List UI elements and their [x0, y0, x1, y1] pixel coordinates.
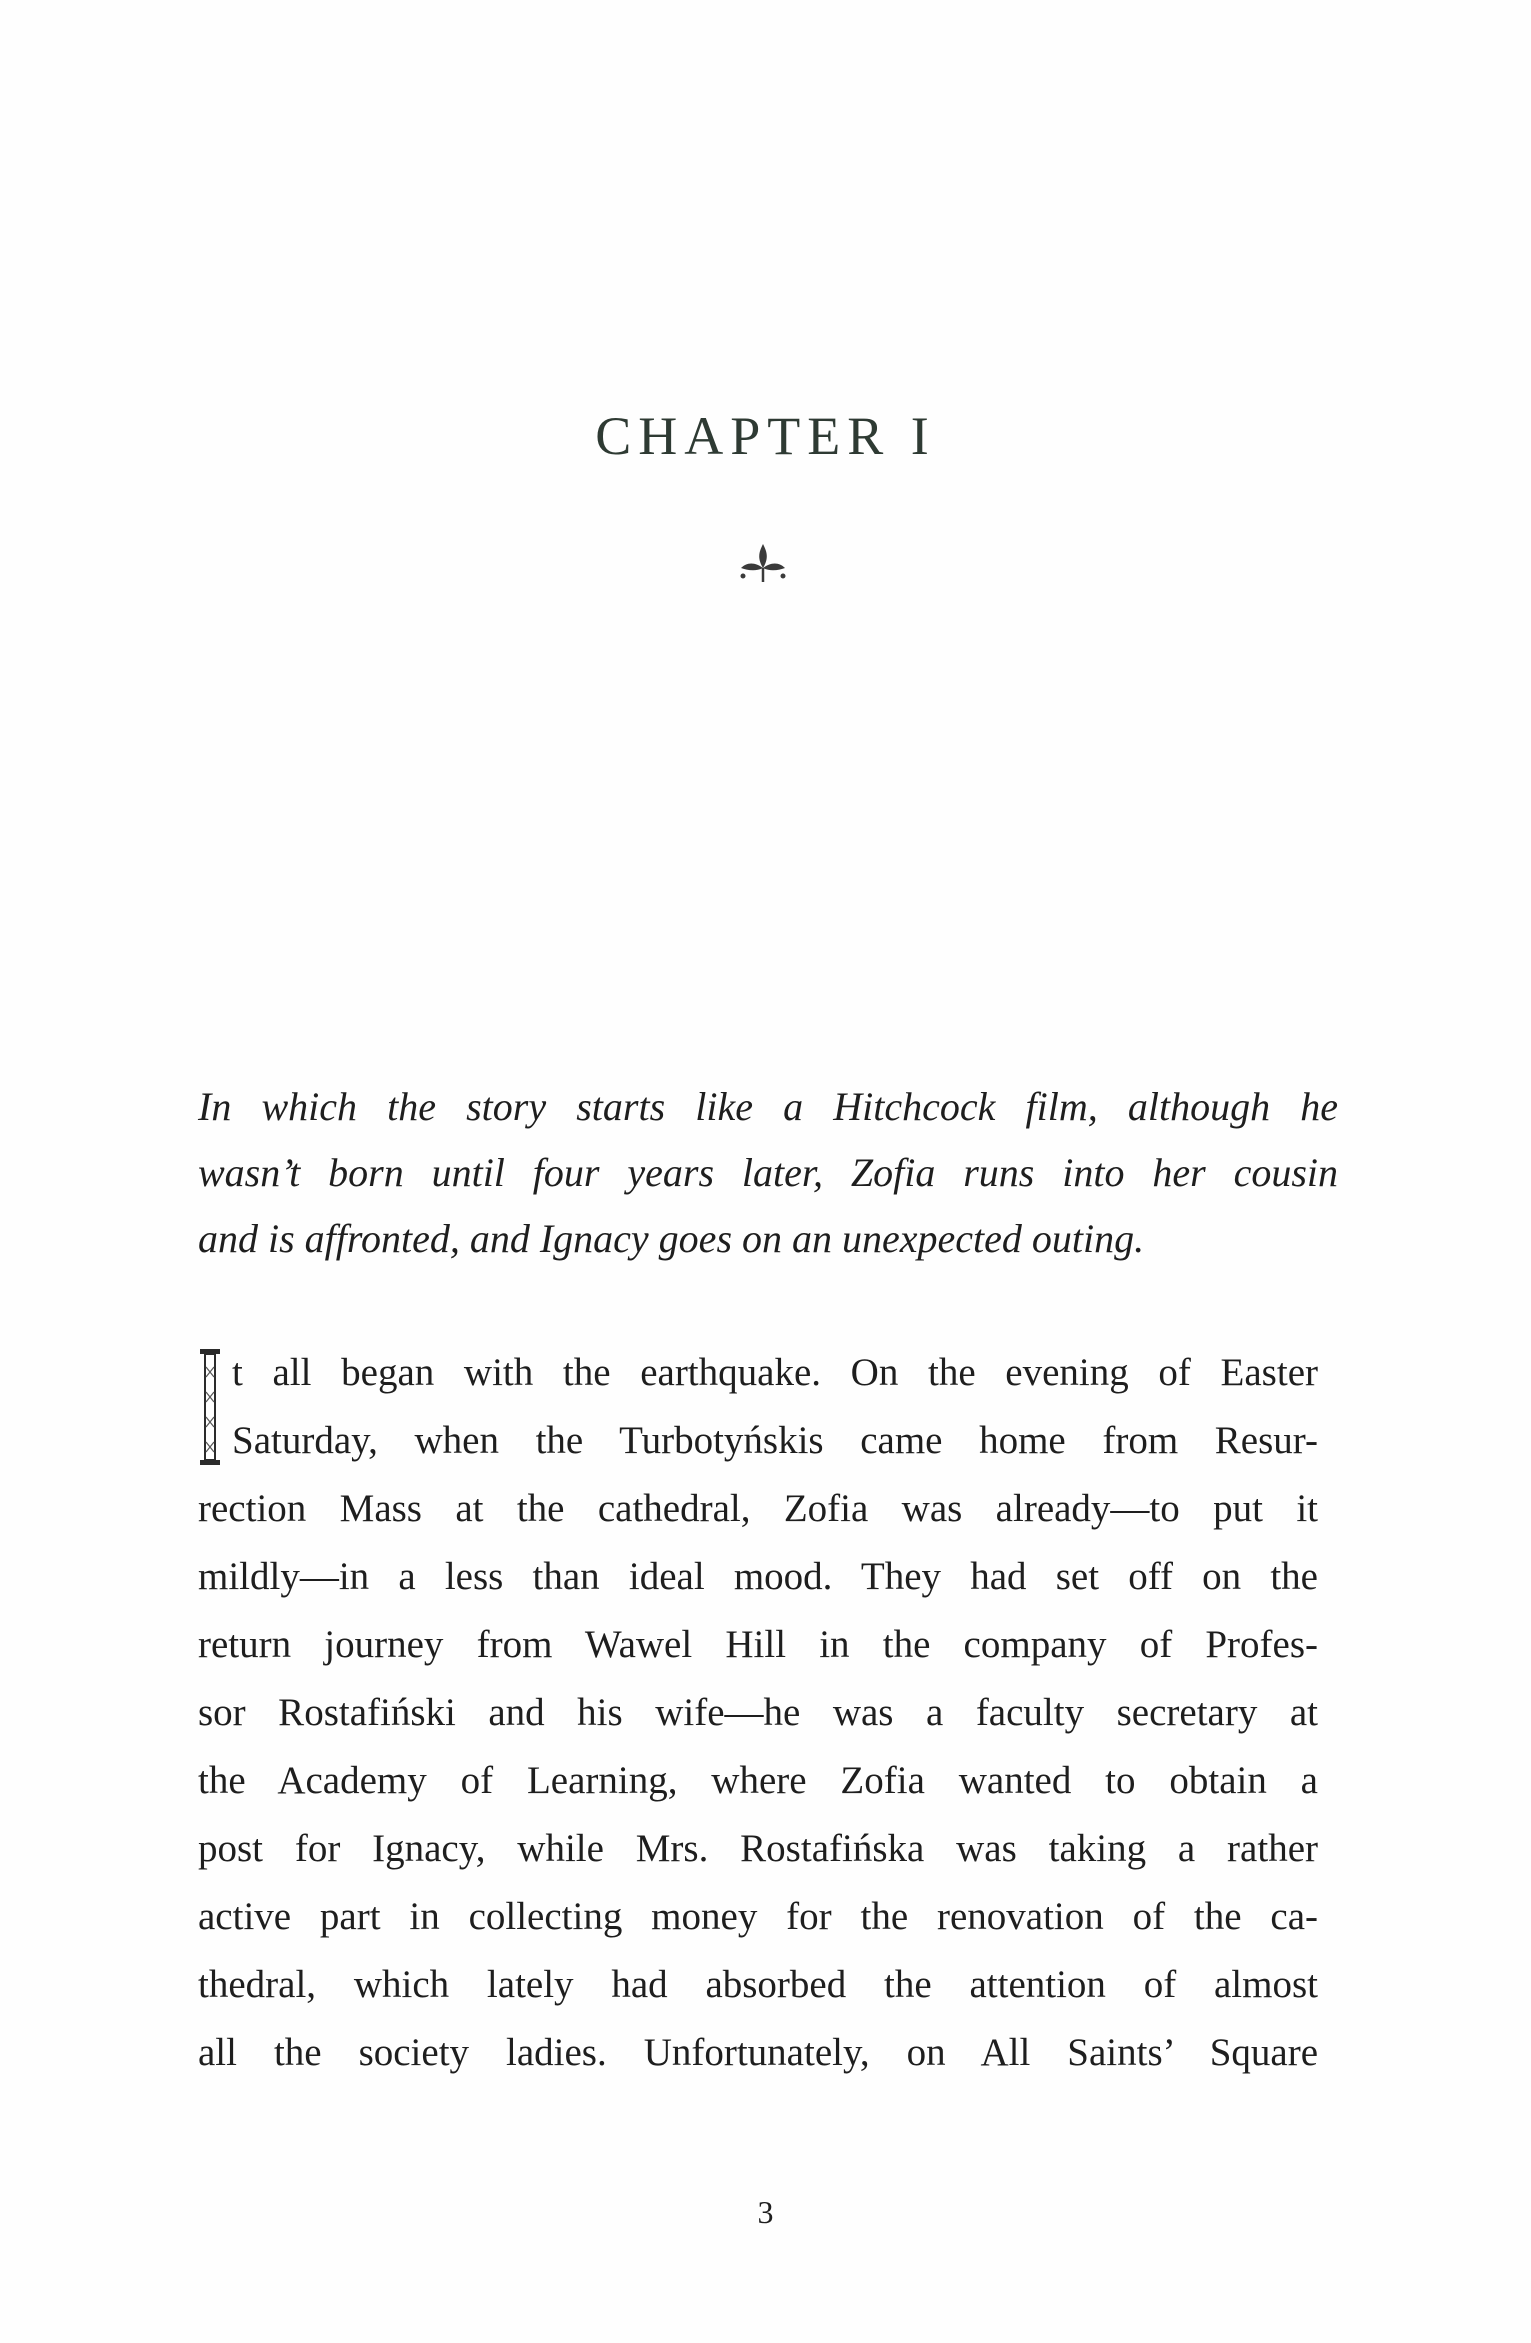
- fleuron-icon: [733, 538, 793, 588]
- epigraph-line: In which the story starts like a Hitchcock film, although he: [198, 1084, 1338, 1129]
- chapter-heading: CHAPTER I: [595, 406, 936, 466]
- body-line: return journey from Wawel Hill in the company of Profes-: [198, 1623, 1318, 1666]
- epigraph-line: and is affronted, and Ignacy goes on an unexpected outing.: [198, 1216, 1145, 1261]
- body-text: [198, 1339, 1318, 2087]
- body-line: Saturday, when the Turbotyńskis came home from Resur-: [232, 1419, 1318, 1462]
- chapter-epigraph: [198, 1074, 1338, 1272]
- epigraph-line: wasn’t born until four years later, Zofia runs into her cousin: [198, 1150, 1338, 1195]
- body-line: rection Mass at the cathedral, Zofia was already—to put it: [198, 1487, 1318, 1530]
- body-line: active part in collecting money for the renovation of the ca-: [198, 1895, 1318, 1938]
- body-line: all the society ladies. Unfortunately, on All Saints’ Square: [198, 2031, 1318, 2074]
- page-number: 3: [757, 2194, 774, 2230]
- body-line: t all began with the earthquake. On the evening of Easter: [232, 1351, 1318, 1394]
- body-line: thedral, which lately had absorbed the attention of almost: [198, 1963, 1318, 2006]
- body-line: mildly—in a less than ideal mood. They had set off on the: [198, 1555, 1318, 1598]
- body-line: the Academy of Learning, where Zofia wanted to obtain a: [198, 1759, 1318, 1802]
- body-line: sor Rostafiński and his wife—he was a faculty secretary at: [198, 1691, 1318, 1734]
- body-line: post for Ignacy, while Mrs. Rostafińska was taking a rather: [198, 1827, 1318, 1870]
